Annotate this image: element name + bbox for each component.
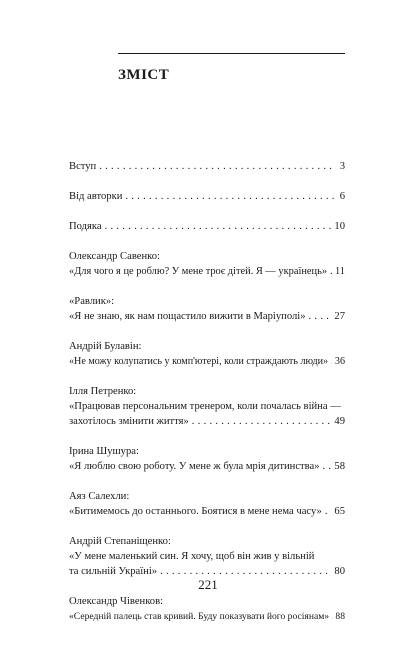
toc-entry: [69, 444, 345, 474]
toc-entry-page: 11: [334, 266, 345, 277]
toc-entry-title: Вступ: [69, 161, 97, 172]
toc-entry-page: 58: [334, 461, 345, 472]
toc-entry: [69, 489, 345, 519]
dot-leader: [125, 189, 334, 204]
dot-leader: [325, 504, 332, 519]
toc-entry-title: «Для чого я це роблю? У мене троє дітей. Я — українець»: [69, 266, 328, 277]
heading-rule: [118, 53, 345, 54]
toc-entry-page: 88: [335, 611, 345, 622]
toc-entry-page: 36: [334, 356, 345, 367]
toc-entry: [69, 339, 345, 369]
toc-entry-page: 3: [339, 161, 345, 172]
toc-entry-title: «Працював персональним тренером, коли почалась війна —: [69, 401, 341, 412]
dot-leader: [105, 219, 332, 234]
toc-line: [69, 354, 345, 369]
toc-line: [69, 219, 345, 234]
toc-entry: [69, 189, 345, 204]
toc-line: [69, 399, 345, 414]
toc-entry-title: «Битимемось до останнього. Боятися в мене нема часу»: [69, 506, 322, 517]
toc-line: [69, 504, 345, 519]
contents-heading: ЗМІСТ: [118, 67, 170, 83]
toc-line: [69, 264, 345, 279]
toc-entry-title: захотілось змінити життя»: [69, 416, 189, 427]
toc-entry-page: 10: [334, 221, 345, 232]
toc-line: [69, 459, 345, 474]
dot-leader: [323, 459, 332, 474]
toc-entry-author: Олександр Савенко:: [69, 251, 160, 262]
dot-leader: [192, 414, 332, 429]
toc-entry-page: 6: [339, 191, 345, 202]
toc-entry-title: Подяка: [69, 221, 102, 232]
toc-entry-title: «Не можу колупатись у комп'ютері, коли страждають люди»: [69, 356, 329, 367]
toc-entry-author: Андрій Степаніщенко:: [69, 536, 171, 547]
toc-entry-title: Від авторки: [69, 191, 123, 202]
page-number: 221: [198, 577, 218, 592]
dot-leader: [99, 159, 334, 174]
toc-entry: [69, 534, 345, 579]
toc-entry: [69, 594, 345, 624]
toc-entry: [69, 294, 345, 324]
toc-entry: [69, 159, 345, 174]
toc-line: [69, 609, 345, 624]
toc-entry-title: «У мене маленький син. Я хочу, щоб він жив у вільній: [69, 551, 315, 562]
toc-line: [69, 309, 345, 324]
dot-leader: [330, 264, 332, 279]
table-of-contents: [69, 159, 345, 639]
toc-line: [69, 549, 345, 564]
toc-line: [69, 414, 345, 429]
dot-leader: [309, 309, 332, 324]
toc-entry-author: «Равлик»:: [69, 296, 115, 307]
toc-entry: [69, 249, 345, 279]
toc-entry: [69, 219, 345, 234]
toc-entry-author: Аяз Салехли:: [69, 491, 130, 502]
toc-entry-author: Андрій Булавін:: [69, 341, 142, 352]
dot-leader: [331, 354, 332, 369]
toc-entry-title: та сильній Україні»: [69, 566, 158, 577]
toc-entry-page: 65: [334, 506, 345, 517]
toc-entry-page: 80: [334, 566, 345, 577]
toc-entry-title: «Середній палець став кривий. Буду показувати його росіянам»: [69, 611, 330, 622]
toc-line: [69, 189, 345, 204]
toc-entry-title: «Я не знаю, як нам пощастило вижити в Маріуполі»: [69, 311, 306, 322]
toc-entry: [69, 384, 345, 429]
toc-entry-author: Ілля Петренко:: [69, 386, 137, 397]
toc-entry-page: 49: [334, 416, 345, 427]
toc-entry-title: «Я люблю свою роботу. У мене ж була мрія дитинства»: [69, 461, 320, 472]
toc-entry-page: 27: [334, 311, 345, 322]
toc-entry-author: Олександр Чівенков:: [69, 596, 164, 607]
toc-line: [69, 159, 345, 174]
toc-entry-author: Ірина Шушура:: [69, 446, 139, 457]
